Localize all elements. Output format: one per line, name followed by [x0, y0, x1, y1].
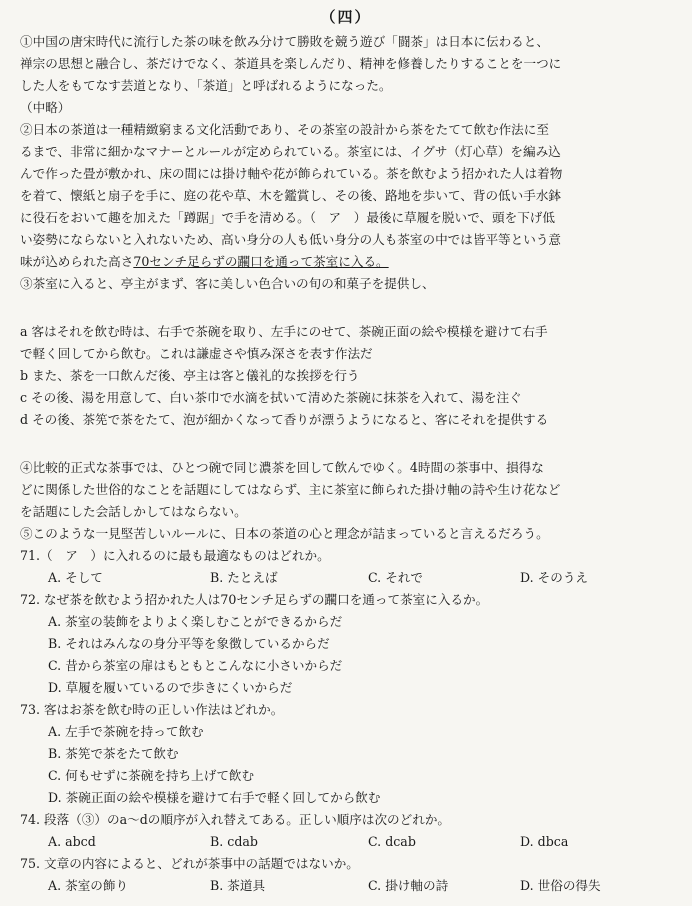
q74-option-b[interactable]: B. cdab — [210, 834, 258, 849]
step-a-line-2: で軽く回してから飲む。これは謙虚さや慎み深さを表す作法だ — [20, 346, 373, 361]
q73-option-b[interactable]: B. 茶筅で茶をたて飲む — [48, 746, 179, 761]
q73-stem: 73. 客はお茶を飲む時の正しい作法はどれか。 — [20, 702, 284, 717]
q72-option-b[interactable]: B. それはみんなの身分平等を象徴しているからだ — [48, 636, 330, 651]
paragraph-2-line-2: るまで、非常に細かなマナーとルールが定められている。茶室には、イグサ（灯心草）を編み込 — [20, 144, 561, 159]
paragraph-1-line-1: ①中国の唐宋時代に流行した茶の味を飲み分けて勝敗を競う遊び「闘茶」は日本に伝わると、 — [20, 34, 549, 49]
q72-option-c[interactable]: C. 昔から茶室の扉はもともとこんなに小さいからだ — [48, 658, 343, 673]
q71-option-b[interactable]: B. たとえば — [210, 570, 278, 585]
step-b: b また、茶を一口飲んだ後、亭主は客と儀礼的な挨拶を行う — [20, 368, 360, 383]
paragraph-2-line-7-text: 味が込められた高さ — [20, 254, 134, 269]
q73-option-a[interactable]: A. 左手で茶碗を持って飲む — [48, 724, 204, 739]
q74-option-a[interactable]: A. abcd — [48, 834, 96, 849]
q73-option-c[interactable]: C. 何もせずに茶碗を持ち上げて飲む — [48, 768, 255, 783]
paragraph-5: ⑤このような一見堅苦しいルールに、日本の茶道の心と理念が詰まっていると言えるだろう。 — [20, 526, 549, 541]
paragraph-2-line-3: んで作った畳が敷かれ、床の間には掛け軸や花が飾られている。茶を飲むよう招かれた人は着物 — [20, 166, 563, 181]
q71-option-a[interactable]: A. そして — [48, 570, 103, 585]
q75-option-d[interactable]: D. 世俗の得失 — [520, 878, 601, 893]
paragraph-2-line-1: ②日本の茶道は一種精緻窮まる文化活動であり、その茶室の設計から茶をたてて飲む作法に至 — [20, 122, 549, 137]
paragraph-2-line-7 — [20, 252, 389, 272]
q74-option-d[interactable]: D. dbca — [520, 834, 569, 849]
paragraph-1-line-2: 禅宗の思想と融合し、茶だけでなく、茶道具を楽しんだり、精神を修養したりすることを一つに — [20, 56, 562, 71]
paragraph-2-line-5: に役石をおいて趣を加えた「蹲踞」で手を清める。（ ア ）最後に草履を脱いで、頭を下げ低 — [20, 210, 555, 225]
q75-option-c[interactable]: C. 掛け軸の詩 — [368, 878, 449, 893]
q75-option-a[interactable]: A. 茶室の飾り — [48, 878, 129, 893]
paragraph-3: ③茶室に入ると、亭主がまず、客に美しい色合いの旬の和菓子を提供し、 — [20, 276, 435, 291]
paragraph-4-line-1: ④比較的正式な茶事では、ひとつ碗で同じ濃茶を回して飲んでゆく。4時間の茶事中、損得な — [20, 460, 544, 475]
omitted-marker: （中略） — [20, 100, 71, 115]
step-d: d その後、茶筅で茶をたて、泡が細かくなって香りが漂うようになると、客にそれを提供する — [20, 412, 549, 427]
underlined-phrase: 70センチ足らずの躙口を通って茶室に入る。 — [133, 254, 389, 269]
paragraph-2-line-4: を着て、懐紙と扇子を手に、庭の花や草、木を鑑賞し、その後、路地を歩いて、背の低い手水鉢 — [20, 188, 562, 203]
q71-option-c[interactable]: C. それで — [368, 570, 423, 585]
q72-option-d[interactable]: D. 草履を履いているので歩きにくいからだ — [48, 680, 293, 695]
paragraph-4-line-3: を話題にした会話しかしてはならない。 — [20, 504, 247, 519]
q74-option-c[interactable]: C. dcab — [368, 834, 416, 849]
q72-stem: 72. なぜ茶を飲むよう招かれた人は70センチ足らずの躙口を通って茶室に入るか。 — [20, 592, 489, 607]
q71-stem: 71.（ ア ）に入れるのに最も最適なものはどれか。 — [20, 548, 330, 563]
step-a-line-1: a 客はそれを飲む時は、右手で茶碗を取り、左手にのせて、茶碗正面の絵や模様を避けて右手 — [20, 324, 548, 339]
q72-option-a[interactable]: A. 茶室の装飾をよりよく楽しむことができるからだ — [48, 614, 343, 629]
q74-stem: 74. 段落（③）のa～dの順序が入れ替えてある。正しい順序は次のどれか。 — [20, 812, 451, 827]
step-c: c その後、湯を用意して、白い茶巾で水滴を拭いて清めた茶碗に抹茶を入れて、湯を注ぐ — [20, 390, 522, 405]
q71-option-d[interactable]: D. そのうえ — [520, 570, 589, 585]
q75-stem: 75. 文章の内容によると、どれが茶事中の話題ではないか。 — [20, 856, 359, 871]
paragraph-2-line-6: い姿勢にならないと入れないため、高い身分の人も低い身分の人も茶室の中では皆平等という意 — [20, 232, 562, 247]
q75-option-b[interactable]: B. 茶道具 — [210, 878, 266, 893]
paragraph-4-line-2: どに関係した世俗的なことを話題にしてはならず、主に茶室に飾られた掛け軸の詩や生け花など — [20, 482, 561, 497]
q73-option-d[interactable]: D. 茶碗正面の絵や模様を避けて右手で軽く回してから飲む — [48, 790, 381, 805]
paragraph-1-line-3: した人をもてなす芸道となり、「茶道」と呼ばれるようになった。 — [20, 78, 392, 93]
section-title: （四） — [320, 8, 372, 26]
